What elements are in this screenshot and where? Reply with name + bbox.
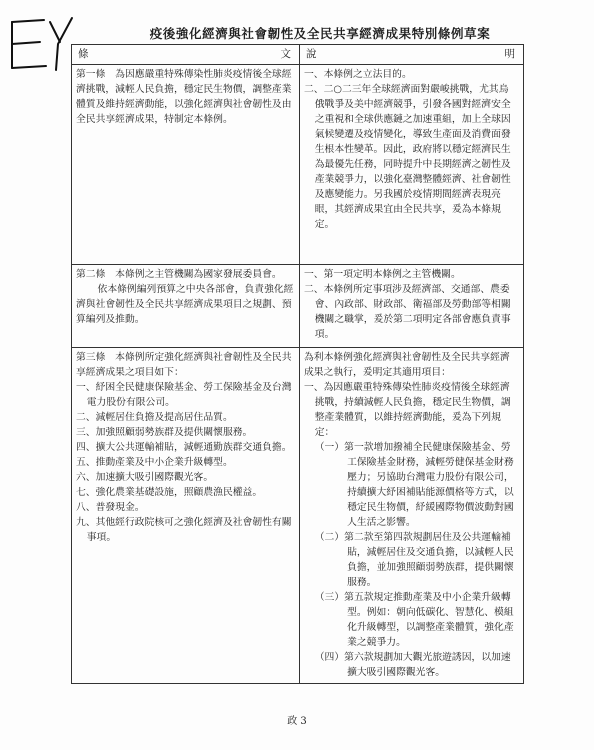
page-number: 政 3 [287,716,307,727]
list-item: 七、強化農業基礎設施，照顧農漁民權益。 [76,487,263,498]
note-item: 一、為因應嚴重特殊傳染性肺炎疫情後全球經濟挑戰，持續減輕人民負擔，穩定民生物價，調整產業體質，以維持經濟動能，爰為下列規定： [304,382,511,438]
article-1-cell [72,65,300,265]
article-text: 第三條 本條例所定強化經濟與社會韌性及全民共享經濟成果之項目如下： [76,352,292,378]
table-header-row [72,45,524,65]
list-item: 三、加強照顧弱勢族群及提供關懷服務。 [76,427,253,438]
list-item: 二、減輕居住負擔及提高居住品質。 [76,412,233,423]
bill-table [71,44,524,684]
table-row [72,65,524,265]
note-item: 二、二○二三年全球經濟面對嚴峻挑戰，尤其烏俄戰爭及美中經濟競爭，引發各國對經濟安全之重視和全球供應鏈之加速重組，加上全球因氣候變遷及疫情變化，導致生產面及消費面發生根本性變革。因此，政府將以穩定經濟民生為最優先任務，同時提升中長期經濟之韌性及產業競爭力，以強化臺灣整體經濟、社會韌性及應變能力。另我國於疫情期間經濟表現亮眼，其經濟成果宜由全民共享，爰為本條規定。 [304,84,511,230]
note-sub-item: （一）第一款增加撥補全民健康保險基金、勞工保險基金財務，減輕勞健保基金財務壓力；另協助台灣電力股份有限公司，持續擴大紓困補貼能源價格等方式，以穩定民生物價，紓緩國際物價波動對國人生活之影響。 [314,442,514,528]
list-item: 四、擴大公共運輸補貼，減輕通勤族群交通負擔。 [76,442,292,453]
note-item: 二、本條例所定事項涉及經濟部、交通部、農委會、內政部、財政部、衛福部及勞動部等相關機關之職掌，爰於第二項明定各部會應負責事項。 [304,284,511,340]
article-column-header: 條 文 [72,45,300,65]
document-title: 疫後強化經濟與社會韌性及全民共享經濟成果特別條例草案 [149,26,491,41]
article-text: 第一條 為因應嚴重特殊傳染性肺炎疫情後全球經濟挑戰，減輕人民負擔，穩定民生物價，調整產業體質及維持經濟動能，以強化經濟與社會韌性及由全民共享經濟成果，特制定本條例。 [76,69,292,125]
notes-column-header: 說 明 [300,45,524,65]
list-item: 一、紓困全民健康保險基金、勞工保險基金及台灣電力股份有限公司。 [76,382,292,408]
list-item: 六、加速擴大吸引國際觀光客。 [76,472,214,483]
list-item: 八、普發現金。 [76,502,145,513]
article-text: 依本條例編列預算之中央各部會，負責強化經濟與社會韌性及全民共享經濟成果項目之規劃、預算編列及推動。 [76,284,294,325]
note-sub-item: （三）第五款規定推動產業及中小企業升級轉型。例如：朝向低碳化、智慧化、模組化升級轉型，以調整產業體質，強化產業之競爭力。 [314,592,514,648]
article-2-cell [72,265,300,348]
notes-3-cell [300,348,524,684]
note-sub-item: （二）第二款至第四款規劃居住及公共運輸補貼，減輕居住及交通負擔，以減輕人民負擔，並加強照顧弱勢族群，提供關懷服務。 [314,532,514,588]
note-item: 一、本條例之立法目的。 [304,69,412,80]
handwritten-ey-annotation [4,14,78,72]
table-row [72,265,524,348]
article-3-cell [72,348,300,684]
notes-1-cell [300,65,524,265]
notes-2-cell [300,265,524,348]
note-sub-item: （四）第六款規劃加大觀光旅遊誘因，以加速擴大吸引國際觀光客。 [314,652,511,678]
article-text: 第二條 本條例之主管機關為國家發展委員會。 [76,269,282,280]
note-item: 一、第一項定明本條例之主管機關。 [304,269,461,280]
list-item: 五、推動產業及中小企業升級轉型。 [76,457,233,468]
table-row [72,348,524,684]
list-item: 九、其他經行政院核可之強化經濟及社會韌性有關事項。 [76,517,292,543]
note-intro: 為利本條例強化經濟與社會韌性及全民共享經濟成果之執行，爰明定其適用項目： [304,352,510,378]
